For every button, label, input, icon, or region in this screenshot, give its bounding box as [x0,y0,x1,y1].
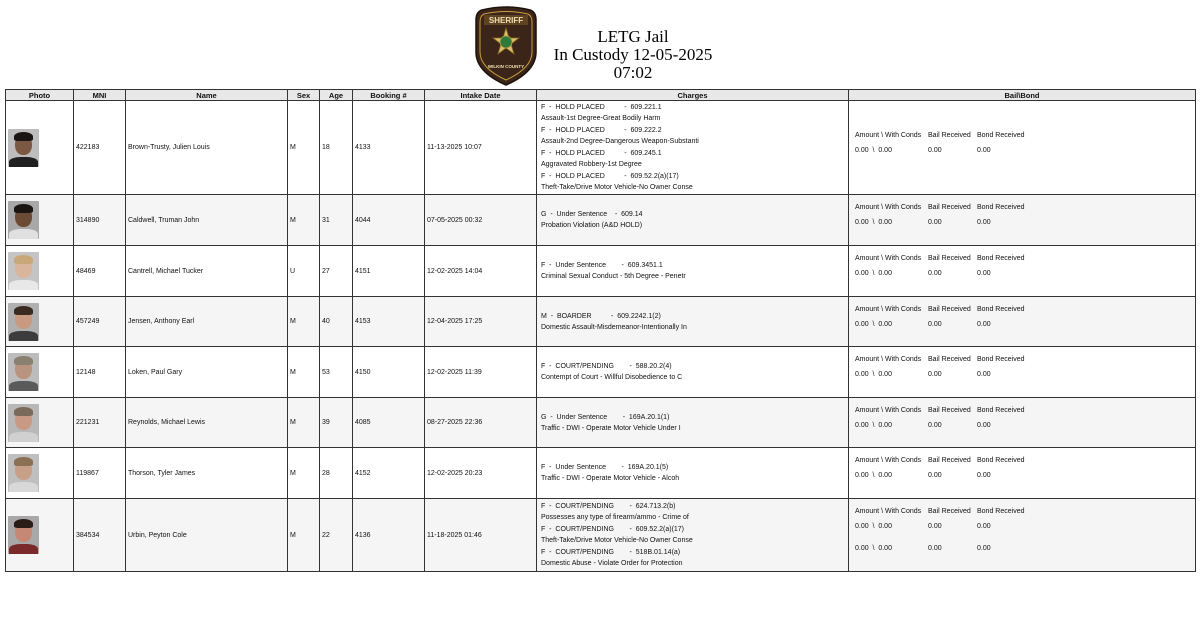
bail-bond-cell [849,398,1196,448]
column-header-bail-bond: Bail\Bond [849,90,1196,101]
charge-description: Domestic Assault-Misdemeanor-Intentionally In [541,323,687,331]
bail-amount-value: 0.00 \ 0.00 [855,545,892,552]
column-header-intake-date: Intake Date [425,90,537,101]
bail-received-value: 0.00 [928,320,942,328]
bail-amount-value: 0.00 \ 0.00 [855,270,892,277]
bail-amount-header: Amount \ With Conds [855,305,922,313]
charge-description: Assault-2nd Degree-Dangerous Weapon-Substanti [541,138,699,145]
charge-entry [541,311,846,333]
charge-entry [541,171,846,193]
mugshot-shirt [9,381,38,391]
charge-description: Traffic - DWI - Operate Motor Vehicle - Alcoh [541,475,680,482]
bail-bond-cell [849,499,1196,572]
bond-received-value: 0.00 [977,320,991,328]
bail-received-header: Bail Received [928,255,971,262]
mni-cell: 12148 [74,347,126,398]
sex-cell: U [288,246,320,297]
bail-bond-block [851,128,1193,168]
column-header-sex: Sex [288,90,320,101]
charge-entry [541,260,846,282]
booking-cell: 4085 [353,398,425,448]
mni-cell: 384534 [74,499,126,572]
mugshot-photo [8,252,39,290]
bond-received-header: Bond Received [977,406,1025,414]
svg-text:WILKIN COUNTY: WILKIN COUNTY [487,64,525,69]
bond-received-value: 0.00 [977,146,991,154]
bail-amount-value: 0.00 \ 0.00 [855,371,892,378]
report-title [540,28,726,82]
bond-received-header: Bond Received [977,457,1025,464]
name-cell: Brown-Trusty, Julien Louis [126,101,288,195]
booking-cell: 4044 [353,195,425,246]
bail-received-header: Bail Received [928,508,971,515]
charge-description: Probation Violation (A&D HOLD) [541,222,643,229]
intake-date-cell: 11-18-2025 01:46 [425,499,537,572]
table-row [6,195,1196,246]
name-cell: Cantrell, Michael Tucker [126,246,288,297]
bail-bond-cell [849,246,1196,297]
bail-received-value: 0.00 [928,523,942,530]
charge-description: Assault-1st Degree-Great Bodily Harm [541,115,661,122]
bail-bond-cell [849,101,1196,195]
charge-description: Contempt of Court - Willful Disobedience to C [541,374,683,381]
sex-cell: M [288,398,320,448]
photo-cell [6,195,74,246]
charge-entry [541,547,846,569]
column-header-name: Name [126,90,288,101]
charge-entry [541,524,846,546]
sex-cell: M [288,347,320,398]
bail-bond-cell [849,448,1196,499]
bond-received-header: Bond Received [977,204,1025,211]
intake-date-cell: 12-02-2025 20:23 [425,448,537,499]
table-row [6,297,1196,347]
mugshot-hair [14,519,33,528]
mugshot-hair [14,204,33,213]
age-cell: 22 [320,499,353,572]
name-cell: Thorson, Tyler James [126,448,288,499]
bond-received-value: 0.00 [977,270,991,277]
bond-received-header: Bond Received [977,508,1025,515]
bail-received-value: 0.00 [928,421,942,429]
bond-received-value: 0.00 [977,545,991,552]
charge-entry [541,361,846,383]
mugshot-shirt [9,482,38,492]
mugshot-shirt [9,229,38,239]
charge-code: G - Under Sentence - 609.14 [541,211,643,218]
charges-cell [537,448,849,499]
bond-received-header: Bond Received [977,305,1025,313]
mugshot-hair [14,356,33,365]
photo-cell [6,297,74,347]
mugshot-photo [8,516,39,554]
charges-cell [537,347,849,398]
charges-cell [537,246,849,297]
charge-entry [541,102,846,124]
bail-received-header: Bail Received [928,131,971,139]
charge-entry [541,125,846,147]
bail-amount-value: 0.00 \ 0.00 [855,146,892,154]
mugshot-hair [14,132,33,141]
bail-received-header: Bail Received [928,204,971,211]
mni-cell: 221231 [74,398,126,448]
bail-amount-header: Amount \ With Conds [855,255,922,262]
mugshot-hair [14,255,33,264]
bail-bond-block [851,403,1193,443]
charge-description: Theft-Take/Drive Motor Vehicle-No Owner Conse [541,184,693,191]
table-row [6,347,1196,398]
charge-description: Aggravated Robbery-1st Degree [541,161,642,168]
bail-amount-header: Amount \ With Conds [855,457,922,464]
age-cell: 31 [320,195,353,246]
column-header-age: Age [320,90,353,101]
mugshot-shirt [9,280,38,290]
bail-bond-block [851,453,1193,493]
bail-amount-header: Amount \ With Conds [855,204,922,211]
booking-cell: 4133 [353,101,425,195]
bail-amount-header: Amount \ With Conds [855,406,922,414]
svg-text:SHERIFF: SHERIFF [488,16,524,25]
intake-date-cell: 08-27-2025 22:36 [425,398,537,448]
charge-description: Criminal Sexual Conduct - 5th Degree - Penetr [541,273,686,280]
age-cell: 18 [320,101,353,195]
bail-bond-block [851,352,1193,392]
mugshot-shirt [9,432,38,442]
charge-entry [541,148,846,170]
mni-cell: 457249 [74,297,126,347]
mugshot-photo [8,129,39,167]
title-facility: LETG Jail [597,27,669,46]
age-cell: 28 [320,448,353,499]
booking-cell: 4136 [353,499,425,572]
bail-amount-header: Amount \ With Conds [855,508,922,515]
photo-cell [6,101,74,195]
intake-date-cell: 12-02-2025 14:04 [425,246,537,297]
column-header-mni: MNI [74,90,126,101]
sex-cell: M [288,195,320,246]
mugshot-photo [8,454,39,492]
bail-received-value: 0.00 [928,472,942,479]
bail-amount-value: 0.00 \ 0.00 [855,421,892,429]
bail-received-value: 0.00 [928,146,942,154]
charge-entry [541,501,846,523]
mugshot-photo [8,303,39,341]
intake-date-cell: 12-04-2025 17:25 [425,297,537,347]
photo-cell [6,499,74,572]
name-cell: Reynolds, Michael Lewis [126,398,288,448]
bail-amount-value: 0.00 \ 0.00 [855,523,892,530]
table-header-row [6,90,1196,101]
bail-bond-cell [849,347,1196,398]
photo-cell [6,347,74,398]
bond-received-value: 0.00 [977,371,991,378]
charge-code: F - HOLD PLACED - 609.221.1 [541,104,662,111]
charge-code: F - COURT/PENDING - 518B.01.14(a) [541,549,681,556]
table-row [6,398,1196,448]
bail-bond-block [851,200,1193,240]
mugshot-photo [8,404,39,442]
charge-entry [541,462,846,484]
sex-cell: M [288,297,320,347]
charge-code: F - HOLD PLACED - 609.245.1 [541,150,662,157]
name-cell: Urbin, Peyton Cole [126,499,288,572]
bail-received-header: Bail Received [928,305,971,313]
mugshot-photo [8,201,39,239]
name-cell: Loken, Paul Gary [126,347,288,398]
name-cell: Jensen, Anthony Earl [126,297,288,347]
column-header-charges: Charges [537,90,849,101]
mugshot-hair [14,306,33,315]
mugshot-shirt [9,544,38,554]
bond-received-header: Bond Received [977,255,1025,262]
mugshot-shirt [9,331,38,341]
charge-code: F - HOLD PLACED - 609.222.2 [541,127,662,134]
mni-cell: 422183 [74,101,126,195]
charge-code: F - HOLD PLACED - 609.52.2(a)(17) [541,173,679,180]
age-cell: 39 [320,398,353,448]
mugshot-hair [14,407,33,416]
bond-received-header: Bond Received [977,356,1025,363]
table-row [6,101,1196,195]
bail-received-value: 0.00 [928,219,942,226]
name-cell: Caldwell, Truman John [126,195,288,246]
table-row [6,246,1196,297]
mugshot-hair [14,457,33,466]
column-header-booking: Booking # [353,90,425,101]
booking-cell: 4150 [353,347,425,398]
intake-date-cell: 12-02-2025 11:39 [425,347,537,398]
bail-amount-value: 0.00 \ 0.00 [855,320,892,328]
mni-cell: 314890 [74,195,126,246]
photo-cell [6,448,74,499]
sheriff-badge-icon [474,6,538,86]
age-cell: 27 [320,246,353,297]
charge-code: G - Under Sentence - 169A.20.1(1) [541,413,670,421]
bail-amount-header: Amount \ With Conds [855,356,922,363]
bail-bond-block [851,504,1193,566]
photo-cell [6,246,74,297]
table-row [6,448,1196,499]
charges-cell [537,398,849,448]
bail-amount-value: 0.00 \ 0.00 [855,219,892,226]
charges-cell [537,101,849,195]
bail-amount-header: Amount \ With Conds [855,131,922,139]
bond-received-value: 0.00 [977,523,991,530]
title-custody-date: In Custody 12-05-2025 07:02 [553,45,713,82]
intake-date-cell: 07-05-2025 00:32 [425,195,537,246]
bail-received-value: 0.00 [928,371,942,378]
mugshot-photo [8,353,39,391]
charge-description: Possesses any type of firearm/ammo - Crime of [541,514,689,521]
charge-code: F - COURT/PENDING - 609.52.2(a)(17) [541,526,685,533]
table-row [6,499,1196,572]
bond-received-value: 0.00 [977,219,991,226]
column-header-photo: Photo [6,90,74,101]
bail-bond-block [851,302,1193,342]
mni-cell: 48469 [74,246,126,297]
bond-received-header: Bond Received [977,131,1025,139]
report-header [0,0,1200,88]
booking-cell: 4152 [353,448,425,499]
bail-received-value: 0.00 [928,545,942,552]
bail-amount-value: 0.00 \ 0.00 [855,472,892,479]
bail-bond-cell [849,297,1196,347]
age-cell: 53 [320,347,353,398]
sex-cell: M [288,499,320,572]
bond-received-value: 0.00 [977,421,991,429]
booking-cell: 4153 [353,297,425,347]
sex-cell: M [288,101,320,195]
bail-bond-block [851,251,1193,291]
mugshot-shirt [9,157,38,167]
bail-bond-cell [849,195,1196,246]
charge-code: F - COURT/PENDING - 588.20.2(4) [541,363,672,370]
charges-cell [537,195,849,246]
charge-description: Traffic - DWI - Operate Motor Vehicle Under I [541,424,681,432]
bail-received-header: Bail Received [928,356,971,363]
charge-code: F - Under Sentence - 169A.20.1(5) [541,464,669,471]
bail-received-header: Bail Received [928,457,971,464]
bail-received-header: Bail Received [928,406,971,414]
age-cell: 40 [320,297,353,347]
charge-description: Theft-Take/Drive Motor Vehicle-No Owner Conse [541,537,693,544]
charge-entry [541,209,846,231]
mni-cell: 119867 [74,448,126,499]
sex-cell: M [288,448,320,499]
charge-code: F - Under Sentence - 609.3451.1 [541,262,663,269]
charge-description: Domestic Abuse - Violate Order for Protection [541,560,683,567]
charges-cell [537,499,849,572]
intake-date-cell: 11-13-2025 10:07 [425,101,537,195]
bail-received-value: 0.00 [928,270,942,277]
photo-cell [6,398,74,448]
charge-code: M - BOARDER - 609.2242.1(2) [541,312,661,320]
charge-code: F - COURT/PENDING - 624.713.2(b) [541,503,676,510]
charges-cell [537,297,849,347]
inmate-roster-table [5,89,1196,572]
charge-entry [541,412,846,434]
booking-cell: 4151 [353,246,425,297]
bond-received-value: 0.00 [977,472,991,479]
